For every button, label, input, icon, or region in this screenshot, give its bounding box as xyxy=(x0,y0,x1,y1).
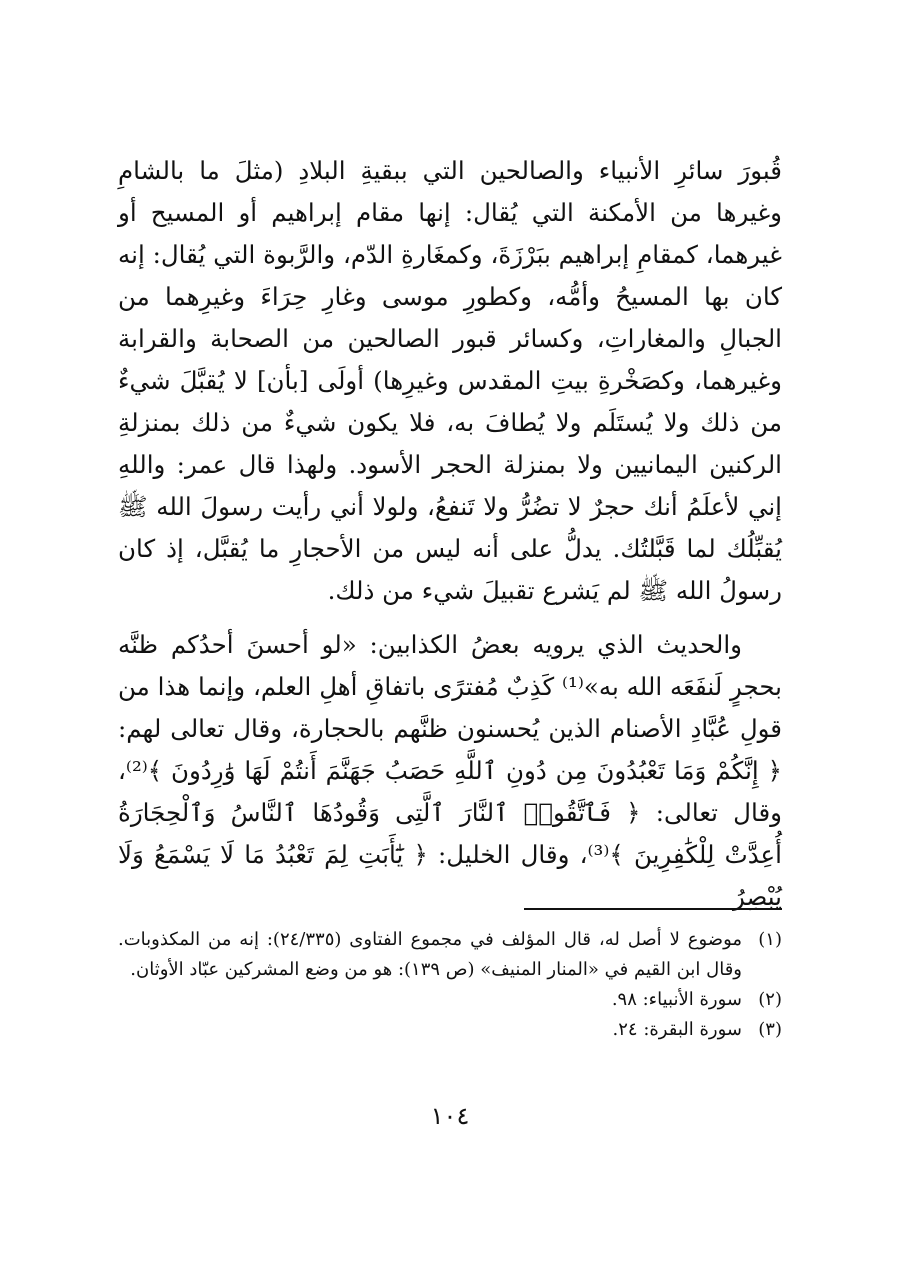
footnote-text: سورة البقرة: ٢٤. xyxy=(612,1019,742,1040)
page-number: ١٠٤ xyxy=(430,1102,470,1130)
footnote-number: (٣) xyxy=(758,1019,782,1040)
footnote-text: سورة الأنبياء: ٩٨. xyxy=(611,989,742,1010)
page-body xyxy=(118,150,782,918)
footnote xyxy=(118,1015,782,1045)
body-paragraph: قُبورَ سائرِ الأنبياء والصالحين التي ببقيةِ البلادِ (مثلَ ما بالشامِ وغيرها من الأمكنة التي يُقال: إنها مقام إبراهيم أو المسيح أو غيرهما، كمقامِ إبراهيم ببَرْزَةَ، وكمغَارةِ الدّم، والرَّبوة التي يُقال: إنه كان بها المسيحُ وأمُّه، وكطورِ موسى وغارِ حِرَاءَ وغيرِهما من الجبالِ والمغاراتِ، وكسائر قبور الصالحين من الصحابة والقرابة وغيرهما، وكصَخْرةِ بيتِ المقدس وغيرِها) أولَى [بأن] لا يُقبَّلَ شيءٌ من ذلك ولا يُستَلَم ولا يُطافَ به، فلا يكون شيءٌ من ذلك بمنزلةِ الركنين اليمانيين ولا بمنزلة الحجر الأسود. ولهذا قال عمر: واللهِ إني لأعلَمُ أنك حجرٌ لا تضُرُّ ولا تَنفعُ، ولولا أني رأيت رسولَ الله ﷺ يُقبِّلُك لما قَبَّلتُك. يدلُّ على أنه ليس من الأحجارِ ما يُقبَّل، إذ كان رسولُ الله ﷺ لم يَشرع تقبيلَ شيء من ذلك. xyxy=(118,156,782,605)
body-paragraph: والحديث الذي يرويه بعضُ الكذابين: «لو أحسنَ أحدُكم ظنَّه بحجرٍ لَنفَعَه الله به»⁽¹⁾ كَذِبٌ مُفترًى باتفاقِ أهلِ العلم، وإنما هذا من قولِ عُبَّادِ الأصنام الذين يُحسنون ظنَّهم بالحجارة، وقال تعالى لهم: ﴿ إِنَّكُمْ وَمَا تَعْبُدُونَ مِن دُونِ ٱللَّهِ حَصَبُ جَهَنَّمَ أَنتُمْ لَهَا وَٰرِدُونَ ﴾⁽²⁾، وقال تعالى: ﴿ فَٱتَّقُوا۟ ٱلنَّارَ ٱلَّتِى وَقُودُهَا ٱلنَّاسُ وَٱلْحِجَارَةُ أُعِدَّتْ لِلْكَٰفِرِينَ ﴾⁽³⁾، وقال الخليل: ﴿ يَٰٓأَبَتِ لِمَ تَعْبُدُ مَا لَا يَسْمَعُ وَلَا يُبْصِرُ xyxy=(118,630,782,911)
footnote-text: موضوع لا أصل له، قال المؤلف في مجموع الفتاوى (٢٤/٣٣٥): إنه من المكذوبات. وقال ابن القيم في «المنار المنيف» (ص ١٣٩): هو من وضع المشركين عبّاد الأوثان. xyxy=(118,929,743,980)
footnotes xyxy=(118,925,782,1045)
footnote xyxy=(118,925,782,985)
footnote-number: (١) xyxy=(758,929,782,950)
footnote xyxy=(118,985,782,1015)
footnote-number: (٢) xyxy=(758,989,782,1010)
footnote-separator xyxy=(524,908,782,910)
